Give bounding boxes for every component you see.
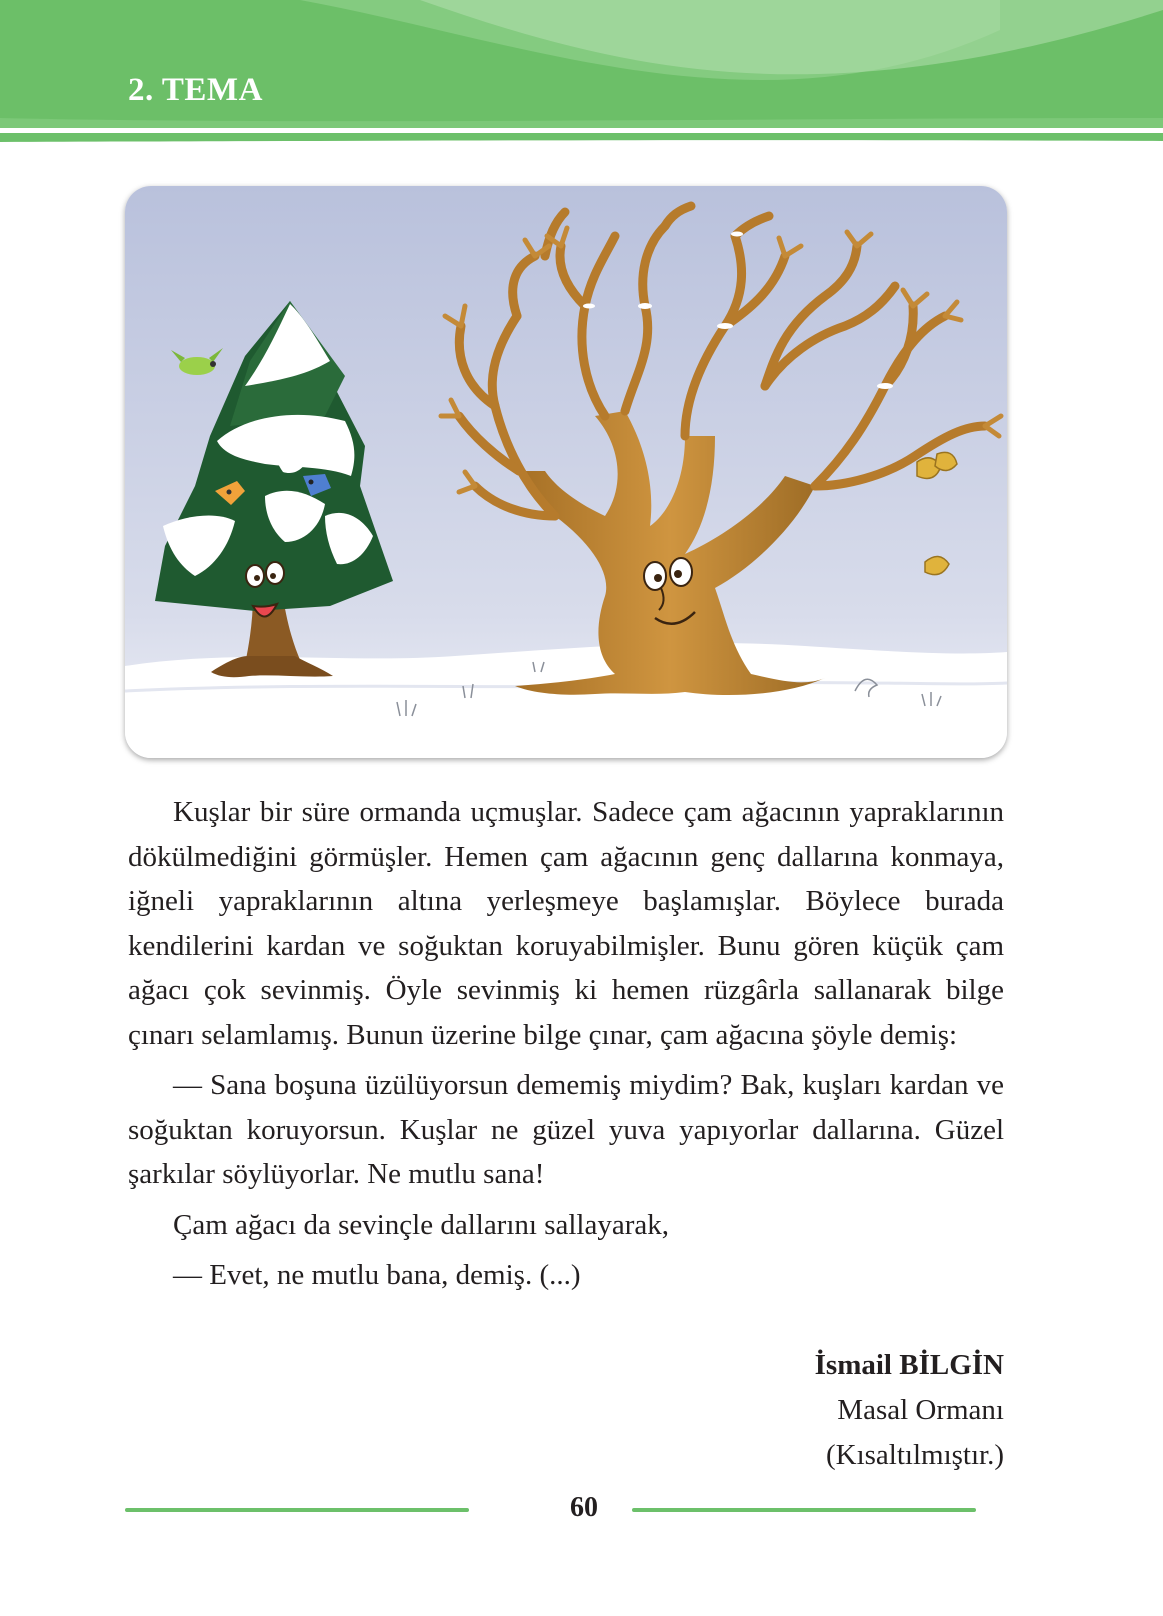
footer-line-left: [125, 1508, 469, 1512]
header-banner: [0, 0, 1163, 150]
footer-line-right: [632, 1508, 976, 1512]
story-illustration: [125, 186, 1007, 758]
theme-title: 2. TEMA: [128, 72, 263, 108]
page-number: 60: [570, 1492, 598, 1523]
story-paragraph: Çam ağacı da sevinçle dallarını sallayarak,: [173, 1208, 670, 1241]
story-paragraph: — Sana boşuna üzülüyorsun dememiş miydim? Bak, kuşları kardan ve soğuktan koruyorsun. Kuşlar ne güzel yuva yapıyorlar dallarına. Güzel şarkılar söylüyorlar. Ne mutlu sana!: [128, 1069, 1004, 1190]
winter-trees-illustration: [125, 186, 1007, 758]
story-text: [128, 790, 1004, 1298]
author-name: İsmail BİLGİN: [814, 1349, 1004, 1381]
abridged-note: (Kısaltılmıştır.): [825, 1439, 1004, 1471]
attribution: [815, 1343, 1004, 1478]
story-paragraph: — Evet, ne mutlu bana, demiş. (...): [173, 1259, 581, 1291]
story-paragraph: Kuşlar bir süre ormanda uçmuşlar. Sadece çam ağacının yapraklarının dökülmediğini görmüşler. Hemen çam ağacının genç dallarına konmaya, iğneli yapraklarının altına yerleşmeye başlamışlar. Böylece burada kendilerini kardan ve soğuktan koruyabilmişler. Bunu gören küçük çam ağacı çok sevinmiş. Öyle sevinmiş ki hemen rüzgârla sallanarak bilge çınarı selamlamış. Bunun üzerine bilge çınar, çam ağacına şöyle demiş:: [128, 796, 1004, 1051]
book-title: Masal Ormanı: [837, 1394, 1004, 1426]
